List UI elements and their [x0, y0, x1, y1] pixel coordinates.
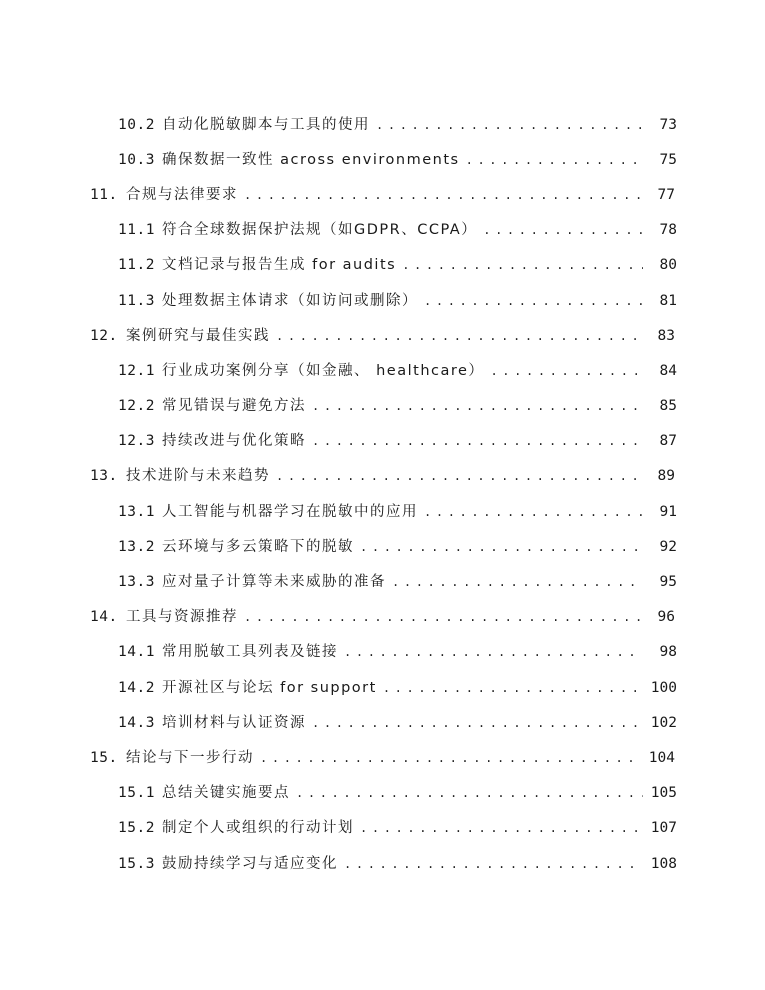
- toc-entry-title: 应对量子计算等未来威胁的准备: [162, 574, 386, 591]
- toc-entry-title: 结论与下一步行动: [126, 749, 254, 766]
- dot-leader: [312, 396, 643, 416]
- toc-entry-page: 73: [659, 116, 677, 133]
- toc-entry-15[interactable]: [0, 740, 765, 775]
- dot-leader: [276, 326, 641, 346]
- dot-leader: [360, 537, 643, 557]
- toc-entry-number: 11.1: [118, 222, 155, 239]
- toc-entry-11-2[interactable]: [0, 248, 765, 283]
- toc-entry-page: 95: [659, 574, 677, 591]
- dot-leader: [360, 818, 643, 838]
- toc-entry-number: 13.: [90, 468, 118, 485]
- toc-entry-13-2[interactable]: [0, 529, 765, 564]
- toc-entry-page: 92: [659, 538, 677, 555]
- toc-entry-title: 常见错误与避免方法: [162, 398, 306, 415]
- toc-entry-14-1[interactable]: [0, 635, 765, 670]
- dot-leader: [296, 783, 643, 803]
- dot-leader: [312, 431, 643, 451]
- dot-leader: [344, 642, 643, 662]
- toc-entry-page: 89: [657, 468, 675, 485]
- table-of-contents: [0, 107, 765, 881]
- toc-entry-12-3[interactable]: [0, 424, 765, 459]
- dot-leader: [344, 854, 643, 874]
- dot-leader: [402, 255, 643, 275]
- toc-entry-number: 11.: [90, 186, 118, 203]
- toc-entry-title: 符合全球数据保护法规（如GDPR、CCPA）: [162, 222, 478, 239]
- dot-leader: [392, 572, 643, 592]
- toc-entry-11-3[interactable]: [0, 283, 765, 318]
- toc-entry-13-1[interactable]: [0, 494, 765, 529]
- toc-entry-number: 10.3: [118, 151, 155, 168]
- toc-entry-number: 12.3: [118, 433, 155, 450]
- toc-entry-13-3[interactable]: [0, 564, 765, 599]
- toc-entry-number: 14.: [90, 609, 118, 626]
- dot-leader: [424, 291, 643, 311]
- toc-entry-10-2[interactable]: [0, 107, 765, 142]
- toc-entry-title: 技术进阶与未来趋势: [126, 468, 270, 485]
- toc-entry-page: 96: [657, 609, 675, 626]
- toc-entry-number: 10.2: [118, 116, 155, 133]
- toc-entry-title: 培训材料与认证资源: [162, 714, 306, 731]
- toc-entry-11[interactable]: [0, 177, 765, 212]
- toc-entry-title: 处理数据主体请求（如访问或删除）: [162, 292, 418, 309]
- toc-entry-title: 确保数据一致性 across environments: [162, 151, 460, 168]
- dot-leader: [260, 748, 641, 768]
- toc-entry-12-2[interactable]: [0, 389, 765, 424]
- toc-entry-title: 总结关键实施要点: [162, 785, 290, 802]
- toc-entry-page: 83: [657, 327, 675, 344]
- toc-entry-page: 85: [659, 398, 677, 415]
- toc-entry-page: 100: [650, 679, 677, 696]
- toc-entry-title: 案例研究与最佳实践: [126, 327, 270, 344]
- toc-entry-page: 77: [657, 186, 675, 203]
- toc-entry-number: 13.2: [118, 538, 155, 555]
- toc-entry-title: 常用脱敏工具列表及链接: [162, 644, 338, 661]
- toc-entry-number: 15.: [90, 749, 118, 766]
- dot-leader: [312, 713, 643, 733]
- dot-leader: [424, 502, 643, 522]
- toc-entry-number: 12.: [90, 327, 118, 344]
- toc-entry-number: 15.1: [118, 785, 155, 802]
- dot-leader: [383, 678, 643, 698]
- toc-entry-page: 107: [650, 820, 677, 837]
- toc-entry-title: 云环境与多云策略下的脱敏: [162, 538, 354, 555]
- toc-entry-number: 12.1: [118, 362, 155, 379]
- toc-entry-number: 13.1: [118, 503, 155, 520]
- toc-entry-page: 102: [650, 714, 677, 731]
- toc-entry-number: 13.3: [118, 574, 155, 591]
- toc-entry-number: 11.2: [118, 257, 155, 274]
- toc-entry-12[interactable]: [0, 318, 765, 353]
- toc-entry-15-3[interactable]: [0, 846, 765, 881]
- toc-entry-number: 14.2: [118, 679, 155, 696]
- toc-entry-number: 14.3: [118, 714, 155, 731]
- toc-entry-15-1[interactable]: [0, 776, 765, 811]
- toc-entry-title: 行业成功案例分享（如金融、 healthcare）: [162, 362, 485, 379]
- toc-entry-title: 工具与资源推荐: [126, 609, 238, 626]
- toc-entry-page: 87: [659, 433, 677, 450]
- toc-entry-page: 84: [659, 362, 677, 379]
- toc-entry-number: 11.3: [118, 292, 155, 309]
- toc-entry-13[interactable]: [0, 459, 765, 494]
- toc-entry-title: 自动化脱敏脚本与工具的使用: [162, 116, 370, 133]
- toc-entry-page: 104: [648, 749, 675, 766]
- dot-leader: [490, 361, 643, 381]
- toc-entry-page: 75: [659, 151, 677, 168]
- toc-entry-title: 人工智能与机器学习在脱敏中的应用: [162, 503, 418, 520]
- toc-entry-page: 98: [659, 644, 677, 661]
- toc-entry-number: 12.2: [118, 398, 155, 415]
- toc-entry-14-2[interactable]: [0, 670, 765, 705]
- dot-leader: [483, 220, 643, 240]
- toc-entry-14-3[interactable]: [0, 705, 765, 740]
- toc-entry-page: 81: [659, 292, 677, 309]
- toc-entry-number: 14.1: [118, 644, 155, 661]
- toc-entry-10-3[interactable]: [0, 142, 765, 177]
- toc-entry-page: 108: [650, 855, 677, 872]
- toc-entry-number: 15.2: [118, 820, 155, 837]
- toc-entry-title: 制定个人或组织的行动计划: [162, 820, 354, 837]
- toc-entry-page: 91: [659, 503, 677, 520]
- dot-leader: [376, 115, 643, 135]
- dot-leader: [276, 466, 641, 486]
- toc-entry-title: 文档记录与报告生成 for audits: [162, 257, 397, 274]
- toc-entry-11-1[interactable]: [0, 213, 765, 248]
- toc-entry-page: 80: [659, 257, 677, 274]
- toc-entry-title: 开源社区与论坛 for support: [162, 679, 377, 696]
- toc-entry-page: 78: [659, 222, 677, 239]
- dot-leader: [466, 150, 643, 170]
- dot-leader: [244, 607, 641, 627]
- toc-entry-number: 15.3: [118, 855, 155, 872]
- toc-entry-title: 合规与法律要求: [126, 186, 238, 203]
- dot-leader: [244, 185, 641, 205]
- toc-entry-12-1[interactable]: [0, 353, 765, 388]
- toc-entry-page: 105: [650, 785, 677, 802]
- toc-entry-title: 鼓励持续学习与适应变化: [162, 855, 338, 872]
- toc-entry-15-2[interactable]: [0, 811, 765, 846]
- toc-entry-title: 持续改进与优化策略: [162, 433, 306, 450]
- toc-entry-14[interactable]: [0, 600, 765, 635]
